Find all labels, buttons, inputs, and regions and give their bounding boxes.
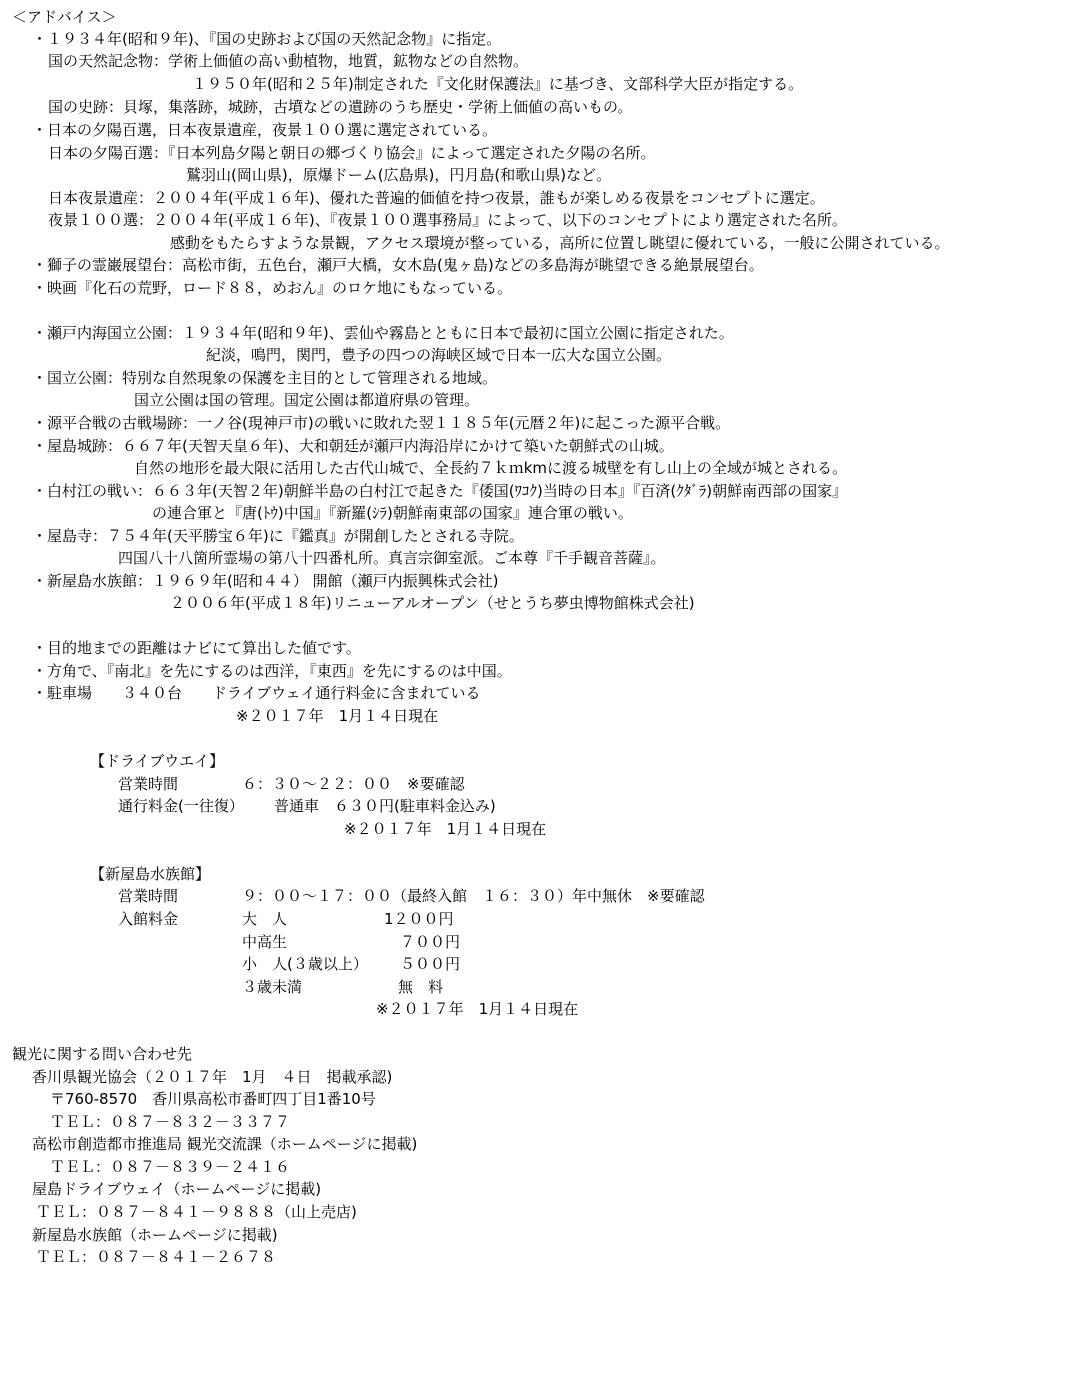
advice-line: ２００６年(平成１８年)リニューアルオープン（せとうち夢虫博物館株式会社)	[170, 594, 695, 612]
aquarium-as-of: ※２０１７年 1月１４日現在	[376, 1000, 579, 1018]
aquarium-fee-label: 入館料金	[118, 910, 179, 928]
advice-line: ・新屋島水族館：１９６９年(昭和４４） 開館（瀬戸内振興株式会社)	[32, 572, 499, 590]
advice-heading: ＜アドバイス＞	[12, 8, 117, 26]
contact-line: ＴＥＬ：０８７－８４１－９８８８（山上売店)	[36, 1203, 357, 1221]
contact-line: ＴＥＬ：０８７－８４１－２６７８	[36, 1248, 277, 1266]
contact-line: 香川県観光協会（２０１７年 1月 ４日 掲載承認)	[32, 1068, 393, 1086]
advice-line: ・瀬戸内海国立公園：１９３４年(昭和９年)、雲仙や霧島とともに日本で最初に国立公園に指定された。	[32, 324, 734, 342]
driveway-hours-value: ６：３０～２２：００ ※要確認	[242, 775, 465, 793]
advice-line: ・映画『化石の荒野，ロード８８，めおん』のロケ地にもなっている。	[32, 279, 513, 297]
driveway-toll-label: 通行料金(一往復）	[118, 797, 244, 815]
driveway-hours-label: 営業時間	[118, 775, 179, 793]
fee-category: 中高生	[242, 933, 288, 951]
driveway-heading: 【ドライブウエイ】	[90, 752, 225, 770]
aquarium-hours-label: 営業時間	[118, 887, 179, 905]
advice-line: ・目的地までの距離はナビにて算出した値です。	[32, 639, 361, 657]
contacts-heading: 観光に関する問い合わせ先	[12, 1045, 193, 1063]
advice-line: ・駐車場 ３４０台 ドライブウェイ通行料金に含まれている	[32, 684, 481, 702]
advice-line: ・獅子の霊巌展望台：高松市街，五色台，瀬戸大橋，女木島(鬼ヶ島)などの多島海が眺望できる絶景展望台。	[32, 256, 764, 274]
advice-line: 四国八十八箇所霊場の第八十四番札所。真言宗御室派。ご本尊『千手観音菩薩』。	[118, 549, 666, 567]
advice-line: ※２０１７年 1月１４日現在	[236, 707, 439, 725]
advice-line: １９５０年(昭和２５年)制定された『文化財保護法』に基づき、文部科学大臣が指定する。	[192, 75, 804, 93]
contact-line: ＴＥＬ：０８７－８３９－２４１６	[50, 1158, 291, 1176]
advice-line: 夜景１００選：２００４年(平成１６年)、『夜景１００選事務局』によって、以下のコンセプトにより選定された名所。	[48, 211, 847, 229]
advice-line: ・屋島城跡：６６７年(天智天皇６年)、大和朝廷が瀬戸内海沿岸にかけて築いた朝鮮式の山城。	[32, 437, 674, 455]
advice-line: 紀淡，鳴門，関門，豊予の四つの海峡区域で日本一広大な国立公園。	[206, 346, 672, 364]
advice-line: 国立公園は国の管理。国定公園は都道府県の管理。	[134, 391, 480, 409]
contact-line: 新屋島水族館（ホームページに掲載)	[32, 1226, 278, 1244]
advice-line: の連合軍と『唐(ﾄｳ)中国』『新羅(ｼﾗ)朝鮮南東部の国家』連合軍の戦い。	[152, 504, 633, 522]
fee-category: 小 人(３歳以上）	[242, 955, 368, 973]
advice-line: ・源平合戦の古戦場跡：一ノ谷(現神戸市)の戦いに敗れた翌１１８５年(元暦２年)に起こった源平合戦。	[32, 414, 731, 432]
fee-category: 大 人	[242, 910, 288, 928]
advice-line: ・国立公園：特別な自然現象の保護を主目的として管理される地域。	[32, 369, 498, 387]
advice-line: ・屋島寺：７５４年(天平勝宝６年)に『鑑真』が開創したとされる寺院。	[32, 527, 524, 545]
driveway-toll-value: 普通車 ６３０円(駐車料金込み)	[274, 797, 496, 815]
fee-price: 無 料	[398, 978, 444, 996]
advice-line: ・日本の夕陽百選，日本夜景遺産，夜景１００選に選定されている。	[32, 121, 498, 139]
advice-line: 感動をもたらすような景観，アクセス環境が整っている，高所に位置し眺望に優れている，一般に公開されている。	[170, 234, 950, 252]
contact-line: 高松市創造都市推進局 観光交流課（ホームページに掲載)	[32, 1135, 418, 1153]
advice-line: ・白村江の戦い：６６３年(天智２年)朝鮮半島の白村江で起きた『倭国(ﾜｺｸ)当時の日本』『百済(ｸﾀﾞﾗ)朝鮮南西部の国家』	[32, 482, 848, 500]
contact-line: 屋島ドライブウェイ（ホームページに掲載)	[32, 1180, 322, 1198]
contact-line: ＴＥＬ：０８７－８３２－３３７７	[50, 1113, 291, 1131]
advice-line: 日本の夕陽百選：『日本列島夕陽と朝日の郷づくり協会』によって選定された夕陽の名所。	[48, 144, 656, 162]
advice-line: ・１９３４年(昭和９年)、『国の史跡および国の天然記念物』に指定。	[32, 30, 502, 48]
advice-line: 国の史跡：貝塚，集落跡，城跡，古墳などの遺跡のうち歴史・学術上価値の高いもの。	[48, 98, 633, 116]
fee-price: ５００円	[400, 955, 461, 973]
advice-line: 鷲羽山(岡山県)，原爆ドーム(広島県)，円月島(和歌山県)など。	[186, 166, 612, 184]
fee-price: ７００円	[400, 933, 461, 951]
driveway-as-of: ※２０１７年 1月１４日現在	[344, 820, 547, 838]
aquarium-hours-value: ９：００～１７：００（最終入館 １６：３０）年中無休 ※要確認	[242, 887, 705, 905]
advice-line: ・方角で、『南北』を先にするのは西洋，『東西』を先にするのは中国。	[32, 662, 512, 680]
aquarium-heading: 【新屋島水族館】	[90, 865, 211, 883]
fee-category: ３歳未満	[242, 978, 303, 996]
fee-price: 1２００円	[384, 910, 454, 928]
advice-line: 国の天然記念物：学術上価値の高い動植物，地質，鉱物などの自然物。	[48, 52, 529, 70]
contact-line: 〒760-8570 香川県高松市番町四丁目1番10号	[50, 1090, 376, 1108]
advice-line: 日本夜景遺産：２００４年(平成１６年)、優れた普遍的価値を持つ夜景，誰もが楽しめる夜景をコンセプトに選定。	[48, 189, 825, 207]
advice-line: 自然の地形を最大限に活用した古代山城で、全長約７ｋｍkmに渡る城壁を有し山上の全域が城とされる。	[134, 459, 848, 477]
